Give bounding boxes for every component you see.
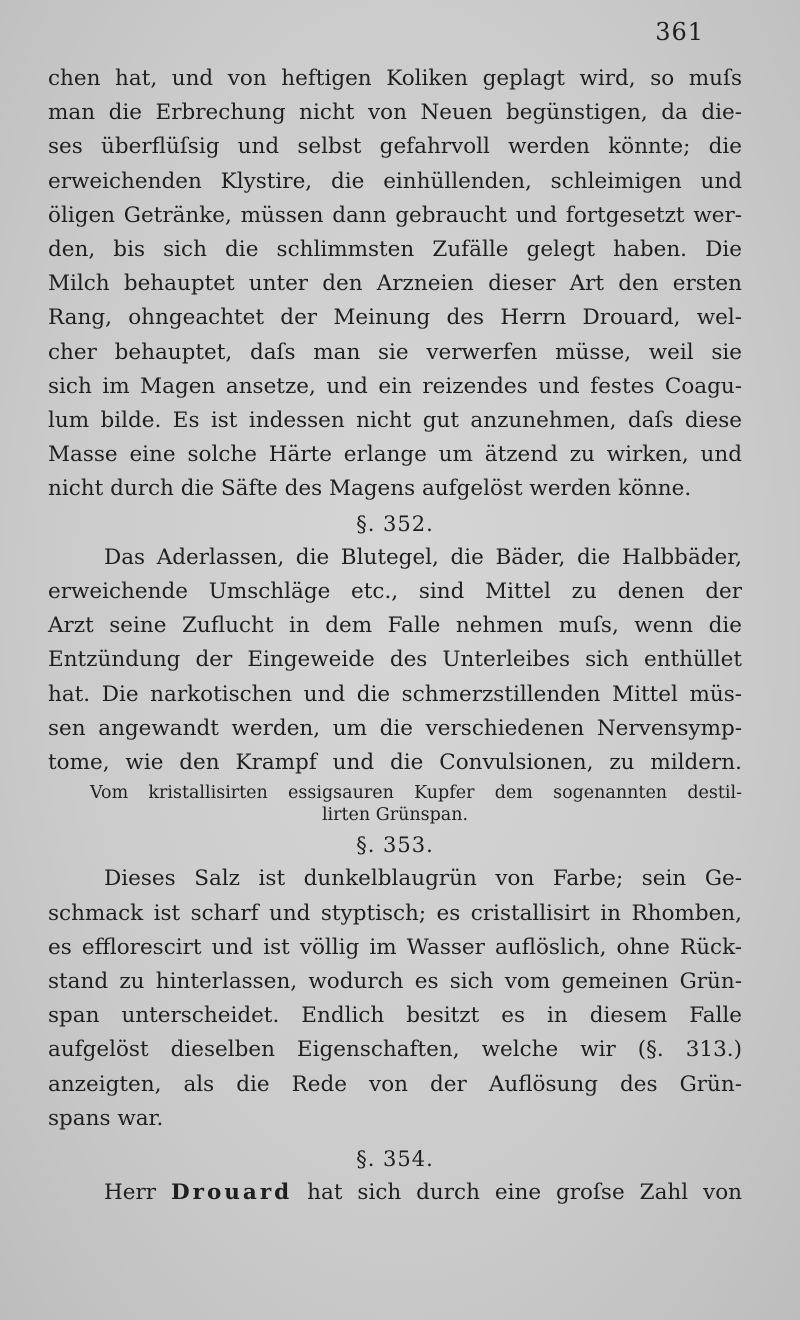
text-line: tome, wie den Krampf und die Convulsionen, zu mildern.	[48, 750, 742, 776]
subheading-line: Vom kristallisirten essigsauren Kupfer dem sogenannten destil-	[90, 783, 742, 804]
text-line: anzeigten, als die Rede von der Auflösung des Grün-	[48, 1071, 742, 1097]
text-line: span unterscheidet. Endlich besitzt es in diesem Falle	[48, 1003, 742, 1029]
text-line: Milch behauptet unter den Arzneien dieser Art den ersten	[48, 271, 742, 297]
text-line: man die Erbrechung nicht von Neuen begünstigen, da die-	[48, 100, 742, 126]
section-heading-353: §. 353.	[356, 833, 434, 858]
page-text	[48, 62, 742, 1211]
text-line: hat. Die narkotischen und die schmerzstillenden Mittel müs-	[48, 681, 742, 707]
text-line: ses überflüſsig und selbst gefahrvoll werden könnte; die	[48, 134, 742, 160]
text-line: den, bis sich die schlimmsten Zufälle gelegt haben. Die	[48, 237, 742, 263]
text-line: sich im Magen ansetze, und ein reizendes und festes Coagu-	[48, 373, 742, 399]
text-line: erweichenden Klystire, die einhüllenden, schleimigen und	[48, 168, 742, 194]
section-heading-352: §. 352.	[356, 511, 434, 536]
subheading-line: lirten Grünspan.	[321, 805, 469, 826]
line-suffix: hat sich durch eine groſse Zahl von	[292, 1180, 742, 1206]
text-line: Dieses Salz ist dunkelblaugrün von Farbe; sein Ge-	[104, 866, 742, 892]
text-line: Arzt seine Zuflucht in dem Falle nehmen muſs, wenn die	[48, 613, 742, 639]
section-heading-354: §. 354.	[356, 1147, 434, 1172]
text-line: Das Aderlassen, die Blutegel, die Bäder, die Halbbäder,	[104, 544, 742, 570]
text-line	[48, 1176, 742, 1210]
text-line: aufgelöst dieselben Eigenschaften, welche wir (§. 313.)	[48, 1037, 742, 1063]
author-name: Drouard	[170, 1180, 293, 1206]
text-line: spans war.	[48, 1105, 164, 1131]
page-number: 361	[655, 18, 704, 46]
chapter-subheading	[48, 782, 742, 826]
text-line: lum bilde. Es ist indessen nicht gut anzunehmen, daſs diese	[48, 408, 742, 434]
text-line: Rang, ohngeachtet der Meinung des Herrn Drouard, wel-	[48, 305, 742, 331]
text-line: cher behauptet, daſs man sie verwerfen müsse, weil sie	[48, 339, 742, 365]
paragraph-continuation	[48, 62, 742, 507]
line-prefix: Herr	[104, 1180, 171, 1206]
text-line: schmack ist scharf und styptisch; es cristallisirt in Rhomben,	[48, 900, 742, 926]
section-352-paragraph	[48, 541, 742, 780]
text-line: öligen Getränke, müssen dann gebraucht und fortgesetzt wer-	[48, 202, 742, 228]
text-line: sen angewandt werden, um die verschiedenen Nervensymp-	[48, 715, 742, 741]
text-line: nicht durch die Säfte des Magens aufgelöst werden könne.	[48, 476, 692, 502]
text-line: chen hat, und von heftigen Koliken geplagt wird, so muſs	[48, 66, 742, 91]
section-353-paragraph	[48, 862, 742, 1136]
text-line: Masse eine solche Härte erlange um ätzend zu wirken, und	[48, 442, 742, 468]
text-line: es efflorescirt und ist völlig im Wasser auflöslich, ohne Rück-	[48, 934, 742, 960]
text-line: Entzündung der Eingeweide des Unterleibes sich enthüllet	[48, 647, 742, 673]
text-line: erweichende Umschläge etc., sind Mittel zu denen der	[48, 579, 742, 605]
text-line: stand zu hinterlassen, wodurch es sich vom gemeinen Grün-	[48, 969, 742, 995]
